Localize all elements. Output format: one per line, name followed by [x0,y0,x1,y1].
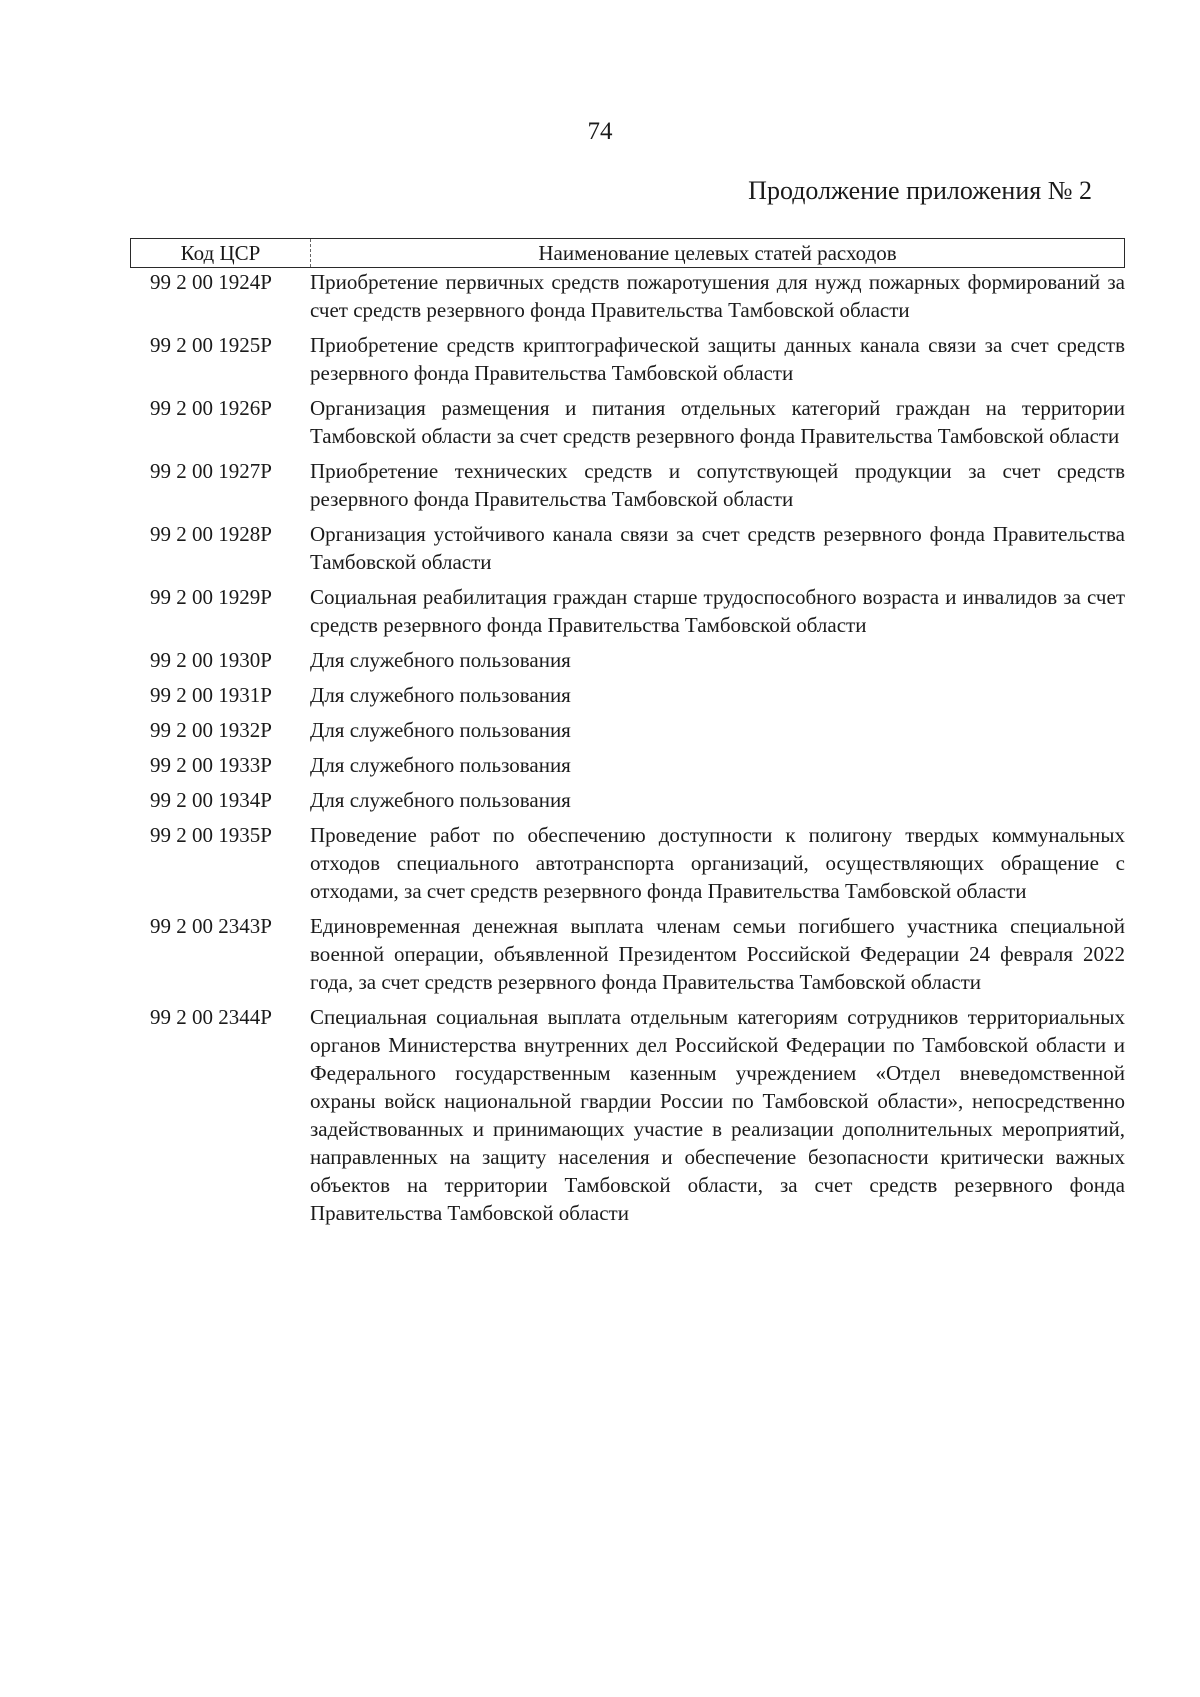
table-row [130,716,1125,744]
row-code: 99 2 00 2344Р [150,1005,272,1029]
row-code: 99 2 00 1926Р [150,396,272,420]
row-name: Специальная социальная выплата отдельным категориям сотрудников территориальных органов Министерства внутренних дел Российской Федерации по Тамбовской области и Федерального государственным казенным учреждением «Отдел вневедомственной охраны войск национальной гвардии России по Тамбовской области», непосредственно задействованных и принимающих участие в реализации дополнительных мероприятий, направленных на защиту населения и обеспечение безопасности критически важных объектов на территории Тамбовской области, за счет средств резервного фонда Правительства Тамбовской области [310,1005,1125,1225]
appendix-title: Продолжение приложения № 2 [748,176,1092,205]
row-name: Для служебного пользования [310,648,571,672]
row-code: 99 2 00 1931Р [150,683,272,707]
row-name: Организация размещения и питания отдельных категорий граждан на территории Тамбовской области за счет средств резервного фонда Правительства Тамбовской области [310,396,1125,448]
row-name: Организация устойчивого канала связи за счет средств резервного фонда Правительства Тамбовской области [310,522,1125,574]
row-name: Проведение работ по обеспечению доступности к полигону твердых коммунальных отходов специального автотранспорта организаций, осуществляющих обращение с отходами, за счет средств резервного фонда Правительства Тамбовской области [310,823,1125,903]
table-row [130,583,1125,639]
row-name: Единовременная денежная выплата членам семьи погибшего участника специальной военной операции, объявленной Президентом Российской Федерации 24 февраля 2022 года, за счет средств резервного фонда Правительства Тамбовской области [310,914,1125,994]
row-code: 99 2 00 1925Р [150,333,272,357]
table-row [130,786,1125,814]
table-row [130,751,1125,779]
table-row [130,331,1125,387]
row-name: Для служебного пользования [310,683,571,707]
row-code: 99 2 00 1929Р [150,585,272,609]
header-code: Код ЦСР [131,239,311,267]
row-code: 99 2 00 1933Р [150,753,272,777]
row-name: Приобретение средств криптографической защиты данных канала связи за счет средств резервного фонда Правительства Тамбовской области [310,333,1125,385]
table-row [130,268,1125,324]
row-name: Социальная реабилитация граждан старше трудоспособного возраста и инвалидов за счет средств резервного фонда Правительства Тамбовской области [310,585,1125,637]
row-name: Приобретение технических средств и сопутствующей продукции за счет средств резервного фонда Правительства Тамбовской области [310,459,1125,511]
table-row [130,646,1125,674]
row-code: 99 2 00 1932Р [150,718,272,742]
row-code: 99 2 00 1927Р [150,459,272,483]
row-code: 99 2 00 1930Р [150,648,272,672]
table-row [130,821,1125,905]
table-row [130,394,1125,450]
row-name: Для служебного пользования [310,718,571,742]
table-row [130,681,1125,709]
row-name: Для служебного пользования [310,788,571,812]
header-name: Наименование целевых статей расходов [538,241,897,265]
row-code: 99 2 00 2343Р [150,914,272,938]
row-name: Для служебного пользования [310,753,571,777]
row-name: Приобретение первичных средств пожаротушения для нужд пожарных формирований за счет средств резервного фонда Правительства Тамбовской области [310,270,1125,322]
row-code: 99 2 00 1928Р [150,522,272,546]
table-row [130,520,1125,576]
table-row [130,912,1125,996]
row-code: 99 2 00 1935Р [150,823,272,847]
table-row [130,457,1125,513]
table-row [130,1003,1125,1227]
row-code: 99 2 00 1934Р [150,788,272,812]
row-code: 99 2 00 1924Р [150,270,272,294]
page-number: 74 [587,118,613,145]
expense-items-table [130,238,1125,1234]
table-header [130,238,1125,268]
